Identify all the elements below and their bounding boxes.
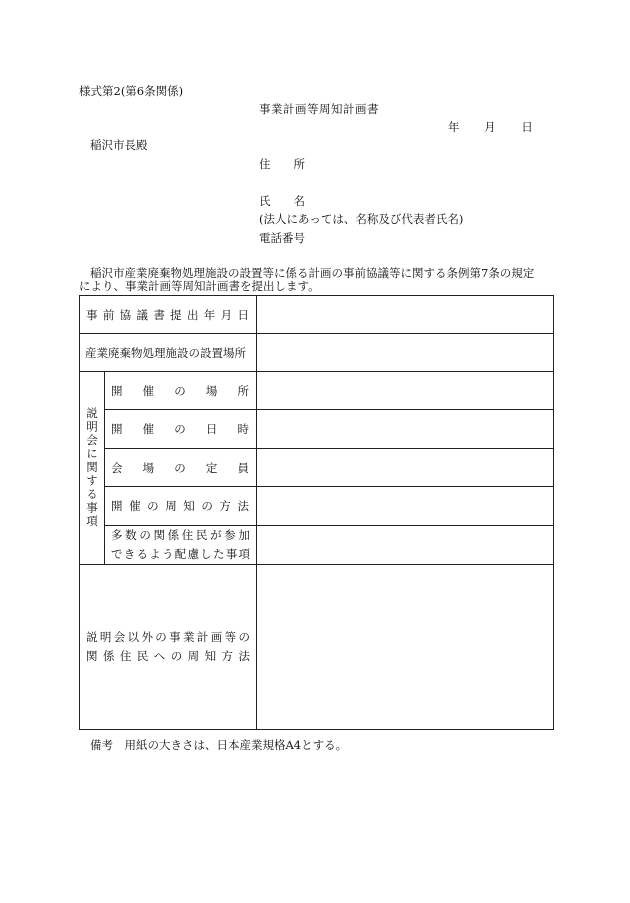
corp-note: (法人にあっては、名称及び代表者氏名)	[259, 212, 464, 226]
label-char: 方	[219, 499, 231, 513]
label-char: 所	[237, 383, 249, 398]
label-char: 時	[237, 422, 249, 436]
briefing-group-label	[80, 372, 105, 565]
label-char: 説	[86, 630, 98, 644]
capacity-field[interactable]	[257, 449, 554, 487]
label-char: 係	[102, 649, 115, 663]
datetime-text	[105, 421, 256, 437]
label-char: 催	[142, 422, 155, 436]
label-char: 前	[102, 307, 115, 322]
label-char: 開	[111, 499, 123, 513]
label-char: 配	[174, 547, 187, 561]
consideration-text	[105, 526, 256, 564]
label-char: 周	[165, 499, 177, 513]
label-char: る	[136, 547, 148, 561]
name-label: 氏 名	[259, 194, 305, 208]
briefing-group-text: 説明会に関する事項	[85, 407, 99, 529]
phone-label: 電話番号	[259, 231, 305, 245]
table-row	[80, 334, 554, 372]
address-label: 住 所	[259, 157, 305, 171]
label-char: 員	[237, 460, 249, 475]
label-char: 民	[136, 649, 149, 663]
prior-consultation-date-text	[80, 307, 256, 323]
label-char: 慮	[187, 547, 199, 561]
label-char: 参	[224, 528, 236, 542]
note: 備考 用紙の大きさは、日本産業規格A4とする。	[90, 738, 348, 752]
consideration-line1	[111, 526, 250, 545]
label-char: の	[174, 383, 186, 398]
label-char: の	[174, 422, 186, 436]
label-char: 開	[111, 383, 123, 398]
prior-consultation-date-field[interactable]	[257, 296, 554, 334]
plan-table	[79, 295, 554, 730]
label-char: 定	[205, 460, 218, 475]
other-method-field[interactable]	[257, 565, 554, 730]
capacity-label	[105, 449, 257, 487]
table-row	[80, 410, 554, 449]
label-char: 会	[111, 460, 123, 475]
label-char: の	[147, 499, 159, 513]
table-row	[80, 372, 554, 410]
label-char: 計	[196, 630, 209, 644]
label-char: の	[155, 630, 167, 644]
label-char: よ	[149, 547, 161, 561]
table-row	[80, 449, 554, 487]
label-char: 日	[205, 422, 218, 436]
label-char: 法	[237, 499, 249, 513]
label-char: 関	[153, 528, 165, 542]
label-char: 事	[169, 630, 181, 644]
table-row	[80, 296, 554, 334]
label-char: 住	[181, 528, 194, 542]
facility-location-text: 産業廃棄物処理施設の設置場所	[85, 345, 246, 360]
label-char: 場	[142, 460, 155, 475]
notice-method-field[interactable]	[257, 487, 554, 526]
label-char: 民	[195, 528, 208, 542]
consideration-label	[105, 526, 257, 565]
other-method-label	[80, 565, 257, 730]
label-char: の	[174, 460, 186, 475]
other-method-line1	[86, 628, 250, 647]
label-char: の	[139, 528, 151, 542]
label-char: 画	[210, 630, 223, 644]
label-char: 項	[238, 547, 250, 561]
venue-text	[105, 383, 256, 399]
label-char: 事	[86, 307, 98, 322]
facility-location-label	[80, 334, 257, 372]
label-char: 月	[220, 307, 233, 322]
label-char: へ	[153, 649, 166, 663]
label-char: き	[123, 547, 136, 561]
label-char: が	[210, 528, 222, 542]
label-char: た	[213, 547, 225, 561]
datetime-field[interactable]	[257, 410, 554, 449]
form-number: 様式第2(第6条関係)	[79, 84, 184, 98]
facility-location-field[interactable]	[257, 334, 554, 372]
label-char: 多	[111, 528, 123, 542]
label-char: 方	[221, 649, 233, 663]
body-text-line1: 稲沢市産業廃棄物処理施設の設置等に係る計画の事前協議等に関する条例第7条の規定	[90, 266, 535, 280]
label-char: 知	[204, 649, 217, 663]
label-char: 数	[125, 528, 137, 542]
table-row	[80, 526, 554, 565]
label-char: 知	[183, 499, 195, 513]
label-char: 開	[111, 422, 123, 436]
label-char: し	[200, 547, 212, 561]
table-row	[80, 487, 554, 526]
label-char: の	[201, 499, 213, 513]
addressee: 稲沢市長殿	[90, 138, 148, 152]
label-char: 催	[142, 383, 155, 398]
label-char: 住	[119, 649, 132, 663]
label-char: 年	[203, 307, 216, 322]
other-method-text	[80, 628, 256, 666]
date-year: 年	[448, 120, 460, 134]
notice-method-text	[105, 498, 256, 514]
label-char: 係	[167, 528, 180, 542]
label-char: 明	[99, 630, 112, 644]
prior-consultation-date-label	[80, 296, 257, 334]
capacity-text	[105, 460, 256, 476]
date-line	[448, 120, 533, 134]
notice-method-label	[105, 487, 257, 526]
consideration-field[interactable]	[257, 526, 554, 565]
date-day: 日	[521, 120, 533, 134]
label-char: 業	[183, 630, 195, 644]
label-char: 周	[187, 649, 200, 663]
label-char: 出	[186, 307, 199, 322]
body-text-line2: により、事業計画等周知計画書を提出します。	[79, 279, 320, 293]
datetime-label	[105, 410, 257, 449]
label-char: 議	[136, 307, 148, 322]
consideration-line2	[111, 545, 250, 564]
venue-label	[105, 372, 257, 410]
label-char: 外	[141, 630, 153, 644]
label-char: う	[162, 547, 174, 561]
label-char: 等	[224, 630, 237, 644]
label-char: 法	[238, 649, 250, 663]
label-char: 日	[237, 307, 249, 322]
label-char: 催	[129, 499, 141, 513]
label-char: 場	[205, 383, 218, 398]
label-char: 以	[127, 630, 140, 644]
label-char: で	[111, 547, 123, 561]
document-title: 事業計画等周知計画書	[259, 102, 379, 116]
label-char: 提	[170, 307, 182, 322]
label-char: の	[170, 649, 183, 663]
label-char: 加	[238, 528, 250, 542]
other-method-line2	[86, 647, 250, 666]
label-char: 協	[119, 307, 132, 322]
label-char: の	[238, 630, 250, 644]
label-char: 書	[153, 307, 165, 322]
label-char: 事	[225, 547, 238, 561]
venue-field[interactable]	[257, 372, 554, 410]
date-month: 月	[484, 120, 496, 134]
label-char: 関	[86, 649, 98, 663]
table-row	[80, 565, 554, 730]
label-char: 会	[113, 630, 126, 644]
